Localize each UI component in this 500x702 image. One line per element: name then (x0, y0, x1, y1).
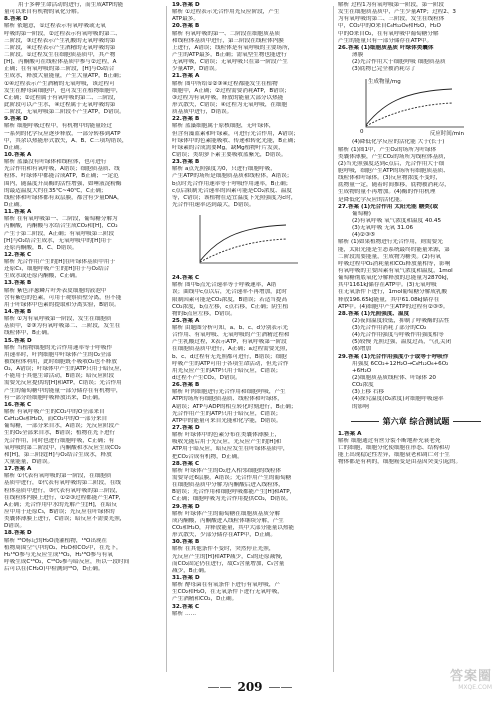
text-line: 等，C错误；该植物在适宜温度下光照强度为c时， (172, 194, 297, 201)
text-line: 和[H]，第三阶段[H]与O₂结合生成水，释放 (4, 451, 112, 458)
text-line: 中，CO₂中的O来自C₆H₁₂O₆和H₂O，H₂O (338, 23, 441, 30)
text-line: (4)降低化学反应的活化能 大于(长于) (352, 139, 445, 146)
text-line: 解析 ①为有氧呼吸第一阶段，发生在细胞质 (4, 316, 112, 323)
text-line: ATP用于暗反应，暗反应发生在叶绿体基质中， (172, 446, 289, 453)
answer-heading: 31.答案 D (172, 574, 200, 581)
light-curve-curve-b (200, 239, 286, 262)
text-line: 解析 过程1为有氧呼吸第一阶段，第一阶段 (338, 2, 445, 8)
text-line: 解析 (1)图1中，产生O₂的场所为叶绿体 (338, 146, 437, 153)
text-line: 线粒体和叶绿体都有双层膜，都含有少量DNA， (4, 194, 123, 201)
text-line: 还原丙酮酸，B、C、D错误。 (4, 244, 78, 251)
text-line: 发生在酵母菌细胞中，也可发生在植物细胞中， (4, 87, 122, 94)
section-title (338, 414, 494, 428)
light-curve-figure (186, 211, 327, 273)
answer-heading: 16.答案 C (4, 401, 32, 408)
text-line: 光合作用速率达到最大，D错误。 (172, 201, 255, 208)
text-line: 围内，随温度升高酶的活性增强，如唾液淀粉酶 (4, 180, 122, 187)
text-line: CO₂和H₂O，并释放能量，其中大部分能量以热能 (172, 525, 295, 531)
answer-heading: 10.答案 A (4, 151, 32, 158)
light-curve-svg (186, 211, 306, 273)
text-line: 植物周围空气中的O₂、H₂O和CO₂中，在光下， (4, 544, 122, 551)
text-line: 在细胞质基质中分解为丙酮酸后进入线粒体， (172, 482, 284, 489)
column-1 (4, 2, 159, 678)
text-line: 叶绿体中的色素能吸收、传递和转化光能，B正确； (172, 137, 299, 144)
page-number: —— 209 —— (207, 680, 293, 694)
page-number-text: 209 (237, 680, 263, 694)
text-line: 有氧呼吸的主要因素有氧气浓度和温度，1mol (338, 267, 453, 274)
text-line: 但含有藻蓝素和叶绿素，可进行光合作用，A错误； (172, 130, 299, 137)
text-line: 呼吸过程中O₂消耗量和CO₂释放量相等，影响 (338, 260, 451, 267)
text-line: 粒体、叶绿体中都能合成ATP，B正确；一定范 (4, 173, 119, 180)
text-line: CO₂浓度，b点左移，c点右移，C正确；阴生植 (172, 303, 289, 310)
text-line: 解析 ①代表有氧呼吸的第一阶段，在细胞质 (4, 473, 112, 480)
text-line: 用光反应产生的ATP只用于暗反应，C错误； (172, 367, 282, 374)
text-line: (4)探究温度(O₂浓度)对细胞呼吸速率 (352, 396, 444, 403)
text-line: 而CO₂固定仍在进行，故C₃含量增加，C₅含量 (172, 560, 285, 567)
answer-heading: 1.答案 A (338, 430, 362, 437)
text-line: 葡萄糖彻底氧化分解释放的总能量为2870kJ， (338, 275, 453, 282)
text-line: 生的O₂全部来自水，B错误；植物在光下进行 (4, 430, 116, 437)
text-line: 粒体基质中进行，③代表有氧呼吸的第三阶段， (4, 487, 121, 494)
answer-heading: 20.答案 B (172, 23, 200, 30)
text-line: 有一部分经细胞呼吸释放出来，D正确。 (4, 394, 104, 401)
answer-heading: 28.答案 (1)光照强度、温度 (338, 310, 410, 317)
answer-heading: 26.答案 (1)细胞质基质 叶绿体类囊体 (338, 44, 434, 51)
text-line: 大量能量，D错误。 (4, 459, 54, 465)
text-line: 生成水，释放大量能量，产生大量ATP，B正确； (4, 73, 125, 80)
text-line: d过程不产生CO₂，D错误。 (172, 375, 241, 382)
answer-heading: 13.答案 B (4, 280, 32, 287)
answer-heading: 23.答案 B (172, 159, 200, 166)
answer-heading: 8.答案 D (4, 16, 28, 23)
text-line: (3)底物已完全被消耗尽了 (352, 66, 416, 73)
text-line: 后可以在(CH₂O)中检测到¹⁸O，D正确。 (4, 566, 104, 573)
text-line: 解析 叶绿体产生的O₂进入相邻细胞的线粒体 (172, 467, 282, 474)
text-line: b点时光合作用速率等于呼吸作用速率，B正确； (172, 180, 292, 187)
text-line: 解析 蓝藻细胞属于原核细胞，无叶绿体， (172, 123, 275, 130)
text-line: 解析 光合作用产生的[H]在叶绿体基质中用于 (4, 259, 116, 266)
text-line: 产生乳酸过程，X表示ATP，有氧呼吸第一阶段 (172, 339, 287, 346)
answer-heading: 27.答案 D (172, 425, 200, 432)
text-line: 无氧呼吸，C错误；无氧呼吸只在第一阶段产生 (172, 59, 288, 66)
text-line: 葡萄糖，一部分来自水，A错误；光反应阶段产 (4, 423, 120, 430)
column-divider-2 (333, 6, 334, 672)
text-line: 光合作用，同时也进行细胞呼吸，C正确；有 (4, 437, 115, 444)
text-line: 解析 ¹⁸O标记的H₂O浇灌植物，¹⁸O出现在 (4, 537, 108, 544)
answer-heading: 26.答案 B (172, 382, 200, 389)
text-line: C₆H₁₂O₆和H₂O，而CO₂中的O一部分来自 (4, 416, 108, 423)
text-line: 解析 图中所给①②③④过程都能发生在植物 (172, 80, 278, 87)
answer-heading: 22.答案 B (172, 116, 200, 123)
text-line: 需要穿过6层膜，A错误；光合作用产生的葡萄糖 (172, 475, 292, 482)
text-line: 呼吸产生的ATP可用于各项生命活动，但光合作 (172, 360, 289, 367)
text-line: D正确。 (4, 144, 26, 151)
text-line: CO₂浓度 (352, 382, 374, 389)
watermark-logo (412, 670, 492, 696)
text-line: (2)细胞质基质线粒体、叶绿体 20 (352, 375, 436, 382)
section-rule-right (453, 421, 481, 422)
text-line: 用速率时，叶肉细胞中叶绿体产生的O₂全部 (4, 351, 112, 358)
text-line: 解析 细胞通过有丝分裂不断地补充衰老死 (338, 437, 441, 444)
text-line: 减少，B正确。 (172, 567, 210, 574)
answer-heading: 12.答案 C (4, 251, 32, 258)
text-line: 质基质中进行，D错误。 (172, 109, 233, 116)
text-line: 把CO₂合成有机物，D正确。 (172, 453, 243, 460)
answer-heading: 21.答案 A (172, 73, 200, 80)
text-line: 解析 …… (172, 610, 197, 617)
answer-heading: 14.答案 B (4, 309, 32, 316)
text-line: 应中用于还原C₃，B错误；光反应在叶绿体的 (4, 508, 115, 515)
light-curve-axes (200, 215, 298, 263)
text-line: 解析 蓝藻没有叶绿体和线粒体，也可进行 (4, 159, 107, 166)
text-line: 解析 酵母菌在有氧条件下进行有氧呼吸，产 (172, 582, 281, 589)
answer-heading: 15.答案 D (4, 337, 32, 344)
product-curve-ylabel: 生成物量/mg (368, 79, 401, 86)
text-line: H₂¹⁸O参与光反应生成¹⁸O₂，H₂¹⁸O参与有氧 (4, 551, 113, 558)
product-curve-origin: 0 (360, 129, 364, 136)
text-line: 物的b点应左移，D错误。 (172, 310, 236, 317)
text-line: 解析 叶绿体产生的葡萄糖在细胞质基质分解 (172, 510, 281, 517)
text-line: 产生酒精和CO₂，D正确。 (172, 596, 238, 603)
answer-heading: 9.答案 D (4, 116, 28, 123)
answer-heading: 29.答案 D (172, 503, 200, 510)
text-line: 误；曲线中c点以后，光合速率不再增加，此时 (172, 289, 287, 296)
text-line: (6)增加 (352, 346, 372, 353)
text-line: 能，太阳光能是生态系统最终的能量来源，第 (338, 246, 450, 253)
text-line: 和线粒体基质中进行，第三阶段在线粒体内膜 (172, 37, 284, 44)
product-curve-curve-b (366, 103, 452, 126)
text-line: 一系列的化学反应逐步释放，一部分转移到ATP (4, 130, 121, 137)
text-line: 呼吸生成C¹⁸O₂，C¹⁸O₂参与暗反应，所以一段时间 (4, 558, 130, 565)
text-line: 量可以来自有机物的氧化分解。 (4, 9, 83, 16)
text-line: 合作用、有氧呼吸、无氧呼吸的产生酒精过程和 (172, 332, 290, 339)
text-line: (2)光合作用大于细胞呼吸 细胞质基质 (352, 59, 446, 66)
answer-heading: 24.答案 C (172, 275, 200, 282)
text-line: ③过程为有氧呼吸，释放的能量大部分以热能 (172, 94, 284, 101)
text-line: D正确。 (4, 201, 26, 208)
text-line: (2)当光照强度达到c点后，光合作用大于细 (338, 160, 445, 167)
text-line: (3)无氧呼吸 无氧 31.06 (352, 225, 414, 232)
text-line: 亡的细胞，细胞分化使细胞在形态、结构和功 (338, 445, 450, 452)
product-curve-xlabel: 反应时间/min (429, 131, 464, 138)
text-line: 用于叶绿体中色素的提取和分离实验，B错误。 (4, 301, 120, 308)
text-line: 解析 (1)如果植物进行光合作用，则需要光 (338, 239, 443, 246)
text-line: 氧呼吸的第二阶段中，丙酮酸和水反应生成CO₂ (4, 444, 121, 451)
text-line: 形式散失，C错误；④过程为无氧呼吸，在细胞 (172, 101, 288, 108)
text-line: A错误；ATP与ADP的相互转化时刻进行，B正确； (172, 403, 297, 410)
product-curve-axes (366, 79, 464, 127)
answer-heading: 30.答案 B (172, 539, 200, 546)
text-line: (2)夜间温度较低，抑制了呼吸酶的活性 (352, 317, 450, 324)
answer-heading: 18.答案 D (4, 530, 32, 537)
text-line: (4)②③⑤ (352, 232, 375, 239)
text-line: 二阶段，无氧呼吸第二阶段不产生ATP，D错误。 (4, 109, 125, 116)
text-line: 解析 叶绿体中的色素分布在类囊体薄膜上， (172, 432, 281, 439)
text-line: ATP中的能量可来自光能和化学能，D错误。 (172, 417, 282, 424)
text-line: 含有紫色的色素，可用于观察质壁分离，但不能 (4, 294, 122, 301)
text-line: 生成水或还原丙酮酸，C正确。 (4, 273, 81, 280)
text-line: (5)较慢 光照过强，温度过高，气孔关闭 (352, 339, 452, 346)
text-line: (2)有氧呼吸 氧气浓度和温度 40.45 (352, 217, 442, 224)
text-line: 生CO₂和H₂O，在无氧条件下进行无氧呼吸， (172, 589, 283, 596)
section-title-text: 第六章 综合测试题 (382, 415, 450, 426)
answer-heading: 11.答案 A (4, 209, 32, 216)
text-line: (4)光合作用强度与呼吸作用强度相等 (352, 332, 444, 339)
text-line: 用强度 6CO₂+12H₂O→C₆H₁₂O₆+6O₂ (352, 360, 449, 367)
text-line: ATP最多。 (172, 16, 199, 23)
text-line: 其中1161kJ储存在ATP中。(3)无氧呼吸 (338, 282, 437, 289)
text-line: 解析 依题意，①过程表示有氧呼吸或无氧 (4, 23, 106, 30)
text-line: 产生ATP的场所是细胞质基质和线粒体，A错误； (172, 173, 293, 180)
text-line: 解析 紫色洋葱鳞片叶外表皮细胞的液泡中 (4, 287, 107, 294)
text-line: 中的O来自O₂，在有氧呼吸中葡萄糖分解 (338, 30, 439, 37)
text-line: 三阶段，③过程表示产生乳酸的无氧呼吸的第 (4, 37, 116, 44)
text-line: C正确；细胞呼吸为光合作用提供CO₂，D错误。 (172, 496, 292, 503)
answer-heading: 17.答案 A (4, 466, 32, 473)
text-line: 的最适温度大约在35℃~40℃，C正确； (4, 187, 107, 194)
text-line: 线粒体和叶绿体。(3)反应物浓度不变时， (338, 175, 442, 182)
text-line: 正确；在有氧呼吸的第三阶段，[H]与O₂结合 (4, 66, 115, 73)
text-line: 胞呼吸，细胞产生ATP的场所有细胞质基质、 (338, 167, 449, 174)
column-divider-1 (166, 6, 167, 672)
text-line: 线粒体中，B正确。 (4, 330, 53, 337)
text-line: 产生的能量只有一部分储存在ATP中。 (338, 37, 433, 44)
text-line: 丙酮酸，丙酮酸与水结合生成CO₂和[H]，CO₂ (4, 223, 118, 230)
text-line: 叶绿素的合成需要Mg，缺Mg植物叶片发黄， (172, 144, 284, 151)
text-line: 需要光反应提供的[H]和ATP，C错误；光合作用 (4, 380, 122, 387)
text-line: 形式散失，少部分储存在ATP中，D正确。 (172, 532, 276, 539)
text-line: C错误；类胡萝卜素主要吸收蓝紫光，D错误。 (172, 151, 287, 158)
text-line: ATP的场所有细胞质基质、线粒体和叶绿体， (172, 396, 283, 403)
text-line: 解析 由题图分析可知，a、b、c、d分别表示光 (172, 325, 289, 332)
watermark-big-text: 答案圈 (449, 669, 492, 684)
text-line: 解析 当植物细胞的光合作用速率等于呼吸作 (4, 344, 113, 351)
text-line: 是降低化学反应的活化能。 (338, 196, 406, 203)
text-line: 薄膜 (352, 51, 364, 58)
text-line: 解析 有氧呼吸产生的CO₂中的O全部来自 (4, 409, 105, 416)
text-line: 成丙酮酸，丙酮酸进入线粒体继续分解，产生 (172, 517, 284, 524)
text-line: 释放196.65kJ能量，其中61.08kJ储存在 (338, 296, 440, 303)
text-line: 的影响 (352, 403, 369, 410)
text-line: 用于多种生命活动的进行，而生成ATP的能 (18, 2, 124, 8)
text-line: 光反应产生的[H]和ATP减少，C₃的还原减慢， (172, 553, 287, 560)
text-line: 生成物的量不再增加。(4)酶的作用机理 (338, 189, 436, 196)
text-line: (3)上移 右移 (352, 389, 385, 396)
text-line: 被线粒体利用，此时细胞既不吸收O₂也不释放 (4, 359, 117, 366)
text-line: 二阶段需要能量，生成物为糖类。(2)有氧 (338, 253, 442, 260)
text-line: B错误；光合作用和细胞呼吸都能产生[H]和ATP， (172, 489, 296, 496)
text-line: 解析 细胞呼吸过程中，有机物中的能量经过 (4, 123, 113, 130)
text-line: 能上出现稳定性差异，细胞衰老和凋亡对于生 (338, 452, 450, 459)
text-line: 此阶段可以产生水，④过程属于无氧呼吸的第 (4, 101, 116, 108)
text-line: 产生的葡萄糖中的能量一部分储存在有机物中， (4, 387, 122, 394)
text-line: 产生于第二阶段，A正确；有氧呼吸第三阶段 (4, 230, 115, 237)
text-line: C正确；②过程属于有氧呼吸的第二、三阶段， (4, 94, 120, 101)
text-line: 葡萄糖) (352, 210, 371, 217)
text-line: 为有氧呼吸的第二、三阶段，发生在线粒体 (338, 16, 445, 23)
section-rule-left (351, 421, 379, 422)
text-line: 底物量一定，随着时间推移，底物被消耗尽， (338, 182, 450, 189)
text-line: 解析 在有氧呼吸第一、二阶段，葡萄糖分解为 (4, 216, 118, 223)
text-line: 基质中，②③为有氧呼吸第二、三阶段，发生在 (4, 323, 121, 330)
text-line: 光合作用产生的ATP只用于暗反应，C错误； (172, 410, 282, 417)
text-line: 解析 ①过程表示光合作用光反应阶段，产生 (172, 9, 280, 16)
text-line: ATP中。(4)细胞中产生ATP的过程有②③⑤。 (338, 303, 449, 310)
text-line: 限制因素可能是CO₂浓度，B错误；若适当提高 (172, 296, 288, 303)
text-line: 解析 a点光照强度为0，只进行细胞呼吸， (172, 166, 276, 173)
text-line: 还原C₃，细胞呼吸产生的[H]用于与O₂结合 (4, 266, 110, 273)
text-line: 产生的ATP最多，B正确；需氧型生物也能进行 (172, 51, 287, 58)
text-line: 细胞中，A正确；②过程需要消耗ATP，B错误； (172, 87, 290, 94)
answer-heading: 25.答案 A (172, 317, 200, 324)
text-line: 类囊体薄膜上进行，C错误；暗反应不需要光照， (4, 516, 126, 523)
text-line: D错误。 (4, 523, 26, 530)
text-line: O₂，A错误；叶绿体中产生的ATP只用于暗反应， (4, 366, 126, 373)
text-line: 在细胞质基质中进行，A正确；a过程需要光照， (172, 346, 292, 353)
column-3 (338, 2, 494, 678)
text-line: b、c、d过程有无光照都可进行，B错误；细胞 (172, 353, 287, 360)
answer-heading: 19.答案 D (172, 2, 200, 8)
text-line: 基质中进行，②代表有氧呼吸的第二阶段，在线 (4, 480, 121, 487)
text-line: 在无氧条件下进行，1mol葡萄糖分解成乳酸 (338, 289, 448, 296)
answer-heading: 29.答案 (1)光合作用强度小于或等于呼吸作 (338, 353, 449, 360)
text-line: 解析 图中b点光合速率等于呼吸速率，A错 (172, 282, 277, 289)
text-line: 光合作用和有氧呼吸，A错误；细胞质基质、线 (4, 166, 120, 173)
text-line: 吸收光能后用于光反应，光反应产生的[H]和 (172, 439, 282, 446)
answer-heading: 28.答案 C (172, 460, 200, 467)
text-line: 解析 有氧呼吸的第一、二阶段在细胞质基质 (172, 30, 281, 37)
text-line: [H]与O₂结合生成水，无氧呼吸中的[H]用于 (4, 237, 112, 244)
text-line: 解析 在其他条件不变时，突然停止光照， (172, 546, 275, 553)
text-line: 呼吸的第一阶段，②过程表示有氧呼吸的第二、 (4, 30, 121, 37)
text-line: 发生在细胞质基质中，产生少量ATP；过程2、3 (338, 9, 456, 16)
text-line: 少量ATP，D错误。 (172, 66, 221, 73)
text-line: 不能用于其他生命活动，B错误；暗反应阶段 (4, 373, 115, 380)
answer-heading: 27.答案 (1)光合作用 太阳光能 糖类(或 (338, 203, 439, 210)
text-line: +6H₂O (352, 367, 372, 374)
text-line: 中，其余以热能形式散失，A、B、C三项均错误， (4, 137, 128, 144)
watermark-small-text: MXQE.COM (458, 684, 492, 691)
text-line: 二阶段，④过程表示产生酒精的无氧呼吸的第 (4, 44, 116, 51)
text-line: 物体都是有利的，细胞癌变是由基因突变引起的。 (338, 459, 462, 466)
text-line: 二阶段。①过程发生在细胞质基质中，其产物 (4, 51, 116, 58)
text-line: 上进行，A错误；线粒体是有氧呼吸的主要场所， (172, 44, 294, 51)
text-line: 在线粒体内膜上进行，①②③过程都能产生ATP， (4, 494, 125, 501)
text-line: 类囊体薄膜，产生CO₂的场所为线粒体基质， (338, 153, 450, 160)
text-line: (3)光合作用消耗了部分的CO₂ (352, 325, 427, 332)
product-curve-svg (352, 75, 472, 137)
text-line: [H]、丙酮酸可在线粒体基质中参与②过程，A (4, 59, 117, 66)
column-2 (172, 2, 327, 678)
product-curve-figure (352, 75, 494, 137)
text-line: A正确；光合作用中水的光解产生[H]，在暗反 (4, 501, 118, 508)
text-line: c点后限制光合速率的因素可能是CO₂浓度、温度 (172, 187, 292, 194)
text-line: ①④过程表示产生酒精的无氧呼吸，该过程可 (4, 80, 115, 87)
text-line: 解析 叶肉细胞进行光合作用和细胞呼吸，产生 (172, 389, 286, 396)
answer-heading: 32.答案 C (172, 603, 200, 610)
